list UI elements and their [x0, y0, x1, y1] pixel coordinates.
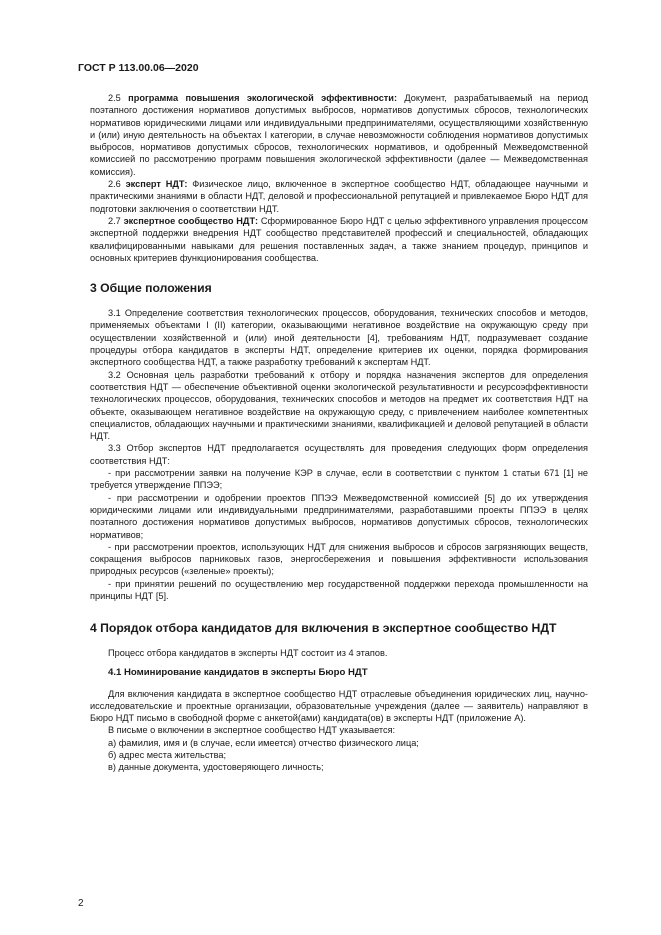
list-item: - при рассмотрении и одобрении проектов ППЭЭ Межведомственной комиссией [5] до их утверждения юридическими лицами или индивидуальными предпринимателями, разработавшими проекты ППЭЭ в целях поэтапного достижения нормативов допустимых выбросов, нормативов допустимых сбросов, технологических нормативов; — [90, 492, 588, 540]
subsection-4-1-heading: 4.1 Номинирование кандидатов в эксперты Бюро НДТ — [108, 666, 368, 678]
clause-term: эксперт НДТ: — [125, 179, 188, 190]
clause-text: Документ, разрабатываемый на период поэтапного достижения нормативов допустимых выбросов, нормативов допустимых сбросов, технологических нормативов юридическими лицами или индивидуальными предпринимателями, осуществляющими хозяйственную и (или) иную деятельность на объектах I категории, в случае невозможности соблюдения нормативов допустимых выбросов, нормативов допустимых сбросов, технологических нормативов, и одобренный Межведомственной комиссией по рассмотрению программ повышения экологической эффективности (далее — Межведомственная комиссия). — [90, 93, 588, 177]
paragraph-4-1-1: Для включения кандидата в экспертное сообщество НДТ отраслевые объединения юридических лиц, научно-исследовательские и проектные организации, образовательные учреждения (далее — заявитель) направляют в Бюро НДТ письмо в свободной форме с анкетой(ами) кандидата(ов) в эксперты НДТ (приложение А). — [90, 688, 588, 724]
clause-term: экспертное сообщество НДТ: — [123, 215, 259, 226]
list-item: а) фамилия, имя и (в случае, если имеется) отчество физического лица; — [108, 737, 419, 748]
page-content — [90, 92, 588, 774]
clause-term: программа повышения экологической эффективности: — [128, 93, 398, 103]
list-item: - при рассмотрении проектов, использующих НДТ для снижения выбросов и сбросов загрязняющих веществ, сокращения выбросов парниковых газов, энергосбережения и повышения эффективности использования природных ресурсов («зеленые» проекты); — [90, 541, 588, 577]
clause-2-6 — [90, 178, 588, 215]
list-item: - при принятии решений по осуществлению мер государственной поддержки перехода промышленности на принципы НДТ [5]. — [90, 578, 588, 601]
list-item: б) адрес места жительства; — [108, 750, 227, 761]
clause-2-5 — [90, 92, 588, 178]
clause-text: Физическое лицо, включенное в экспертное сообщество НДТ, обладающее научными и практическими знаниями в области НДТ, деловой и профессиональной репутацией и привлекаемое Бюро НДТ для подготовки заключения о соответствии НДТ. — [90, 179, 589, 214]
section-4-intro: Процесс отбора кандидатов в эксперты НДТ состоит из 4 этапов. — [108, 648, 388, 659]
clause-number: 2.7 — [108, 215, 121, 226]
paragraph-3-2: 3.2 Основная цель разработки требований к отбору и порядка назначения экспертов для определения соответствия НДТ — обеспечение объективной оценки экологической результативности и ресурсоэффективности технологических процессов, оборудования, технических способов и методов на предмет их соответствия НДТ на объекте, оказывающем негативное воздействие на окружающую среду, с привлечением наиболее компетентных специалистов, обладающих научными и практическими знаниями, квалификацией и деловой репутацией в области НДТ. — [90, 369, 588, 442]
paragraph-3-3: 3.3 Отбор экспертов НДТ предполагается осуществлять для проведения следующих форм определения соответствия НДТ: — [90, 443, 588, 466]
paragraph-3-1: 3.1 Определение соответствия технологических процессов, оборудования, технических способов и методов, применяемых объектами I (II) категории, оказывающими негативное воздействие на окружающую среду при осуществлении хозяйственной и (или) иной деятельности [4], требованиям НДТ, подразумевает создание процедуры отбора кандидатов в эксперты НДТ, определение критериев их оценки, порядка формирования экспертного сообщества НДТ, а также разработку требований к экспертам НДТ. — [90, 308, 588, 368]
clause-number: 2.5 — [108, 93, 121, 103]
list-item: в) данные документа, удостоверяющего личность; — [108, 762, 324, 773]
section-4-heading: 4 Порядок отбора кандидатов для включения в экспертное сообщество НДТ — [90, 621, 557, 636]
clause-number: 2.6 — [108, 179, 121, 190]
document-designation: ГОСТ Р 113.00.06—2020 — [78, 62, 199, 74]
section-3-heading: 3 Общие положения — [90, 281, 212, 296]
paragraph-4-1-2: В письме о включении в экспертное сообщество НДТ указывается: — [108, 725, 396, 736]
clause-text: Сформированное Бюро НДТ с целью эффективного управления процессом экспертной поддержки внедрения НДТ сообщество представителей профессий и специальностей, обладающих квалифицированными навыками для решения поставленных задач, а также знанием процедур, принципов и основных критериев функционирования сообщества. — [90, 215, 588, 263]
list-item: - при рассмотрении заявки на получение КЭР в случае, если в соответствии с пунктом 1 статьи 671 [1] не требуется утверждение ППЭЭ; — [90, 468, 588, 491]
clause-2-7 — [90, 215, 588, 264]
page-number: 2 — [78, 898, 84, 909]
